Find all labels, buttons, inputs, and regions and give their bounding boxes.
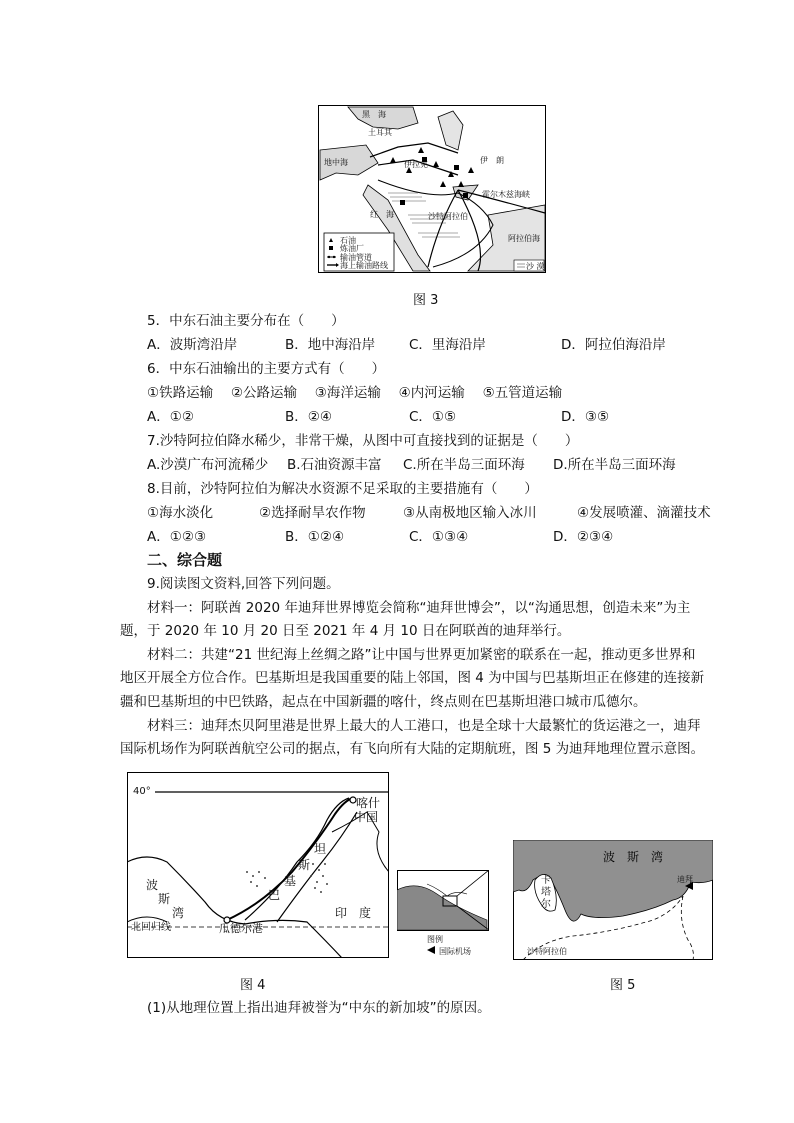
- legend-title: 图例: [427, 935, 443, 944]
- q8-item-4: ④发展喷灌、滴灌技术: [577, 505, 711, 521]
- q5-option-b[interactable]: B．地中海沿岸: [285, 337, 376, 353]
- pakistan-char-1: 巴: [267, 888, 280, 902]
- tropic-label: 北回归线: [131, 922, 171, 933]
- mediterranean-label: 地中海: [324, 158, 348, 167]
- question-7-stem: 7.沙特阿拉伯降水稀少，非常干燥，从图中可直接找到的证据是（ ）: [147, 433, 579, 449]
- q8-item-2: ②选择耐旱农作物: [259, 505, 366, 521]
- legend-oil: 石油: [340, 236, 356, 245]
- legend-refinery: 炼油厂: [340, 244, 364, 253]
- qatar-char-2: 塔: [541, 887, 551, 898]
- qatar-char-3: 尔: [541, 899, 551, 910]
- material-1-line-2: 题，于 2020 年 10 月 20 日至 2021 年 4 月 10 日在阿联酋的迪拜举行。: [120, 623, 571, 639]
- q6-option-b[interactable]: B．②④: [285, 409, 332, 425]
- q8-option-a[interactable]: A．①②③: [147, 529, 207, 545]
- figure-4-caption: 图 4: [240, 978, 266, 993]
- pakistan-char-3: 斯: [297, 858, 310, 872]
- latitude-40-label: 40°: [133, 786, 151, 797]
- q6-option-a[interactable]: A．①②: [147, 409, 194, 425]
- india-label: 印 度: [335, 906, 372, 920]
- q5-option-a[interactable]: A．波斯湾沿岸: [147, 337, 238, 353]
- q8-option-d[interactable]: D．②③④: [553, 529, 614, 545]
- figure-4-map: [127, 772, 389, 958]
- q6-option-c[interactable]: C．①⑤: [409, 409, 457, 425]
- persian-gulf-char-3: 湾: [171, 906, 184, 920]
- material-3-line-1: 材料三：迪拜杰贝阿里港是世界上最大的人工港口，也是全球十大最繁忙的货运港之一，迪拜: [147, 718, 701, 734]
- kashgar-label: 喀什: [356, 796, 381, 810]
- persian-gulf-label: 波 斯 湾: [603, 850, 664, 864]
- turkey-label: 土耳其: [368, 128, 392, 137]
- figure-3-map: [318, 105, 546, 273]
- black-sea-label: 黑 海: [362, 110, 386, 119]
- q5-option-c[interactable]: C．里海沿岸: [409, 337, 486, 353]
- qatar-char-1: 卡: [541, 875, 551, 886]
- material-2-line-3: 疆和巴基斯坦的中巴铁路，起点在中国新疆的喀什，终点则在巴基斯坦港口城市瓜德尔。: [120, 694, 647, 710]
- question-8-stem: 8.目前，沙特阿拉伯为解决水资源不足采取的主要措施有（ ）: [147, 481, 538, 497]
- question-5-stem: 5．中东石油主要分布在（ ）: [147, 313, 345, 329]
- legend-desert: 沙 漠: [526, 262, 545, 271]
- question-6-stem: 6．中东石油输出的主要方式有（ ）: [147, 361, 386, 377]
- q7-option-d[interactable]: D.所在半岛三面环海: [553, 457, 676, 473]
- question-6-items: ①铁路运输 ②公路运输 ③海洋运输 ④内河运输 ⑤五管道运输: [147, 385, 563, 401]
- material-1-line-1: 材料一：阿联酋 2020 年迪拜世界博览会简称“迪拜世博会”，以“沟通思想，创造未来”为主: [147, 600, 691, 616]
- q6-option-d[interactable]: D．③⑤: [561, 409, 610, 425]
- iran-label: 伊 朗: [480, 156, 504, 165]
- question-9-intro: 9.阅读图文资料,回答下列问题。: [147, 576, 340, 592]
- q7-option-c[interactable]: C.所在半岛三面环海: [403, 457, 525, 473]
- q8-item-3: ③从南极地区输入冰川: [403, 505, 537, 521]
- question-9-part-1: (1)从地理位置上指出迪拜被誉为“中东的新加坡”的原因。: [147, 1000, 491, 1016]
- section-2-title: 二、综合题: [147, 551, 223, 569]
- q7-option-a[interactable]: A.沙漠广布河流稀少: [147, 457, 269, 473]
- legend-pipeline: 输油管道: [340, 253, 372, 262]
- material-2-line-1: 材料二：共建“21 世纪海上丝绸之路”让中国与世界更加紧密的联系在一起，推动更多世界和: [147, 647, 696, 663]
- material-3-line-2: 国际机场作为阿联酋航空公司的据点，有飞向所有大陆的定期航班，图 5 为迪拜地理位置示意图。: [120, 741, 705, 757]
- q7-option-b[interactable]: B.石油资源丰富: [287, 457, 382, 473]
- figure-5-caption: 图 5: [610, 978, 636, 993]
- hormuz-label: 霍尔木兹海峡: [482, 190, 530, 199]
- pakistan-char-4: 坦: [313, 842, 326, 856]
- persian-gulf-char-2: 斯: [157, 892, 170, 906]
- q8-option-b[interactable]: B．①②④: [285, 529, 345, 545]
- q8-item-1: ①海水淡化: [147, 505, 214, 521]
- arabian-sea-label: 阿拉伯海: [508, 234, 540, 243]
- figure-5-inset-map: [397, 870, 489, 960]
- pakistan-char-2: 基: [283, 874, 296, 888]
- figure-3-caption: 图 3: [413, 293, 439, 308]
- q8-option-c[interactable]: C．①③④: [409, 529, 469, 545]
- legend-sea-route: 海上输油路线: [340, 261, 388, 270]
- material-2-line-2: 地区开展全方位合作。巴基斯坦是我国重要的陆上邻国，图 4 为中国与巴基斯坦正在修建的连接新: [120, 670, 705, 686]
- saudi-arabia-label: 沙特阿拉伯: [527, 947, 567, 956]
- q5-option-d[interactable]: D．阿拉伯海沿岸: [561, 337, 666, 353]
- gwadar-label: 瓜德尔港: [219, 922, 263, 935]
- red-sea-label: 红 海: [370, 210, 394, 219]
- persian-gulf-char-1: 波: [145, 878, 158, 892]
- iraq-label: 伊拉克: [404, 160, 428, 169]
- figure-5-map: [513, 840, 713, 960]
- saudi-label: 沙特阿拉伯: [428, 212, 468, 221]
- legend-airport: 国际机场: [439, 947, 471, 956]
- china-label: 中国: [354, 810, 379, 824]
- dubai-label: 迪拜: [677, 875, 693, 884]
